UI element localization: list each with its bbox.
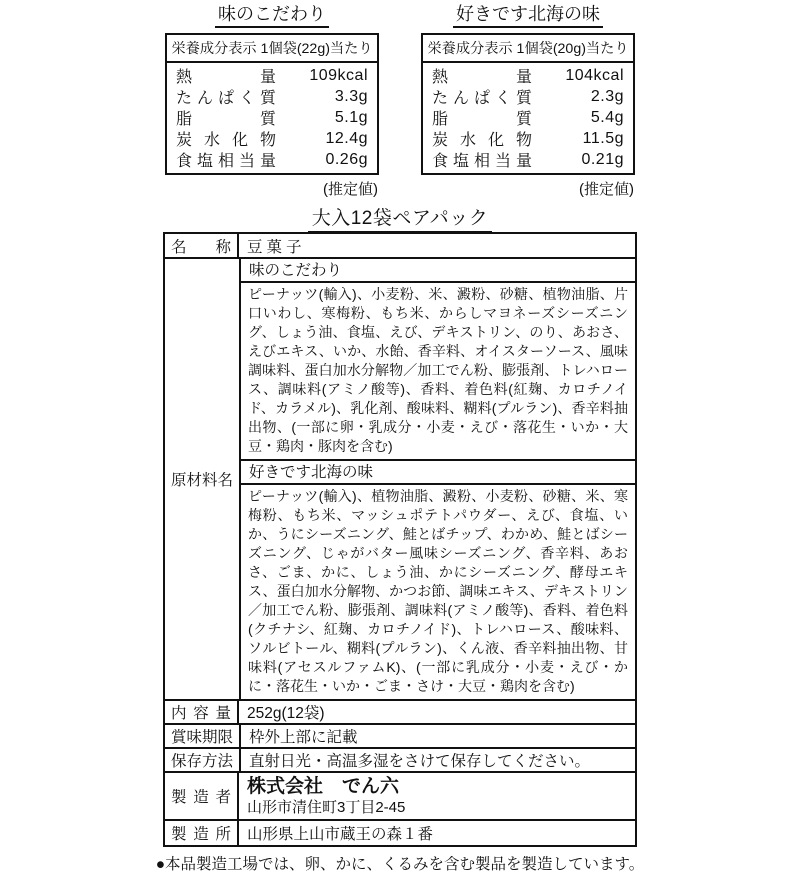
nutrient-label: 脂質 <box>176 111 276 128</box>
nutrition-panel-hokkai-no-aji <box>421 4 635 199</box>
nutrient-label: たんぱく質 <box>176 90 276 107</box>
nutrition-rows <box>423 63 633 173</box>
nutrient-value: 11.5g <box>582 129 624 147</box>
row-value-cell <box>239 701 635 723</box>
nutrition-row <box>167 86 377 107</box>
nutrient-label: 炭水化物 <box>432 132 532 149</box>
nutrient-value: 5.1g <box>334 108 368 126</box>
ingredients-content <box>241 259 635 699</box>
nutrition-row <box>167 65 377 86</box>
nutrient-value: 5.4g <box>590 108 624 126</box>
row-value-cell <box>239 234 635 257</box>
nutrition-table-header: 栄養成分表示 1個袋(20g)当たり <box>423 35 633 63</box>
panel-title: 味のこだわり <box>215 4 329 28</box>
row-label-cell <box>165 821 239 845</box>
nutrient-label: 脂質 <box>432 111 532 128</box>
row-label: 賞味期限 <box>171 729 234 746</box>
plant-value: 山形県上山市蔵王の森１番 <box>247 826 434 843</box>
ingredient-product-header: 好きです北海の味 <box>241 461 635 485</box>
nutrient-label: 熱量 <box>176 69 276 86</box>
maker-row <box>165 773 635 821</box>
nutrient-label: 食塩相当量 <box>432 153 532 170</box>
nutrition-table-header: 栄養成分表示 1個袋(22g)当たり <box>167 35 377 63</box>
row-value-cell <box>239 821 635 845</box>
expiry-value: 枠外上部に記載 <box>249 729 358 746</box>
storage-value: 直射日光・高温多湿をさけて保存してください。 <box>249 753 591 770</box>
panel-title: 好きです北海の味 <box>453 4 603 28</box>
nutrient-label: 食塩相当量 <box>176 153 276 170</box>
row-label-cell <box>165 725 241 747</box>
panel-title-wrap <box>165 4 379 30</box>
row-label: 製造所 <box>171 826 231 843</box>
row-label: 名称 <box>171 238 231 256</box>
row-label-cell <box>165 773 239 819</box>
row-label: 内容量 <box>171 705 231 722</box>
row-label-cell <box>165 234 239 257</box>
maker-content <box>239 773 635 819</box>
nutrition-row <box>423 128 633 149</box>
nutrition-panel-aji-no-kodawari <box>165 4 379 199</box>
spec-table <box>163 232 637 847</box>
content-amount-value: 252g(12袋) <box>247 705 325 722</box>
nutrition-row <box>167 128 377 149</box>
row-label-cell <box>165 259 241 699</box>
row-value-cell <box>241 725 635 747</box>
storage-row <box>165 749 635 773</box>
nutrition-row <box>423 65 633 86</box>
expiry-row <box>165 725 635 749</box>
nutrient-label: 熱量 <box>432 69 532 86</box>
ingredient-product-header: 味のこだわり <box>241 259 635 283</box>
product-heading: 大入12袋ペアパック <box>308 203 493 233</box>
nutrient-value: 2.3g <box>590 87 624 105</box>
nutrition-table <box>165 33 379 175</box>
heading-wrap <box>0 203 800 230</box>
nutrient-label: 炭水化物 <box>176 132 276 149</box>
nutrition-row <box>167 149 377 170</box>
row-label: 製造者 <box>171 789 231 806</box>
nutrition-table <box>421 33 635 175</box>
nutrition-panels <box>0 4 800 199</box>
nutrient-value: 104kcal <box>565 66 624 84</box>
ingredient-text: ピーナッツ(輸入)、小麦粉、米、澱粉、砂糖、植物油脂、片口いわし、寒梅粉、もち米、からしマヨネーズシーズニング、しょう油、食塩、えび、デキストリン、のり、あおさ、えびエキス、いか、水飴、香辛料、オイスターソース、風味調味料、蛋白加水分解物／加工でん粉、膨張剤、トレハロース、調味料(アミノ酸等)、香料、着色料(紅麹、カロチノイド、カラメル)、乳化剤、酸味料、糊料(プルラン)、香辛料抽出物、(一部に卵・乳成分・小麦・えび・落花生・いか・大豆・鶏肉・豚肉を含む) <box>241 283 635 461</box>
nutrient-value: 12.4g <box>325 129 368 147</box>
ingredient-text: ピーナッツ(輸入)、植物油脂、澱粉、小麦粉、砂糖、米、寒梅粉、もち米、マッシュポテトパウダー、えび、食塩、いか、うにシーズニング、鮭とばチップ、わかめ、鮭とばシーズニング、じゃがバター風味シーズニング、香辛料、あおさ、ごま、かに、しょう油、かにシーズニング、酵母エキス、蛋白加水分解物、かつお節、調味エキス、デキストリン／加工でん粉、膨張剤、調味料(アミノ酸等)、香料、着色料(クチナシ、紅麹、カロチノイド)、トレハロース、酸味料、ソルビトール、糊料(プルラン)、くん液、香辛料抽出物、甘味料(アセスルファムK)、(一部に乳成分・小麦・えび・かに・落花生・いか・ごま・さけ・大豆・鶏肉を含む) <box>248 488 628 694</box>
nutrient-value: 109kcal <box>309 66 368 84</box>
estimate-note: (推定値) <box>579 181 634 198</box>
nutrition-row <box>167 107 377 128</box>
maker-name: 株式会社 でん六 <box>247 776 400 797</box>
plant-row <box>165 821 635 845</box>
maker-address: 山形市清住町3丁目2-45 <box>247 799 406 816</box>
estimate-note: (推定値) <box>323 181 378 198</box>
row-value-cell <box>241 749 635 771</box>
ingredients-row <box>165 259 635 701</box>
allergen-footer-note: ●本品製造工場では、卵、かに、くるみを含む製品を製造しています。 <box>155 856 645 873</box>
nutrient-value: 0.21g <box>581 150 624 168</box>
row-label: 保存方法 <box>171 753 234 770</box>
nutrition-rows <box>167 63 377 173</box>
row-label-cell <box>165 701 239 723</box>
product-name-value: 豆菓子 <box>247 238 306 256</box>
nutrient-value: 3.3g <box>334 87 368 105</box>
nutrition-row <box>423 149 633 170</box>
nutrient-label: たんぱく質 <box>432 90 532 107</box>
row-label: 原材料名 <box>171 472 234 489</box>
row-label-cell <box>165 749 241 771</box>
name-row <box>165 234 635 259</box>
panel-title-wrap <box>421 4 635 30</box>
nutrition-row <box>423 107 633 128</box>
content-amount-row <box>165 701 635 725</box>
nutrition-row <box>423 86 633 107</box>
nutrient-value: 0.26g <box>325 150 368 168</box>
